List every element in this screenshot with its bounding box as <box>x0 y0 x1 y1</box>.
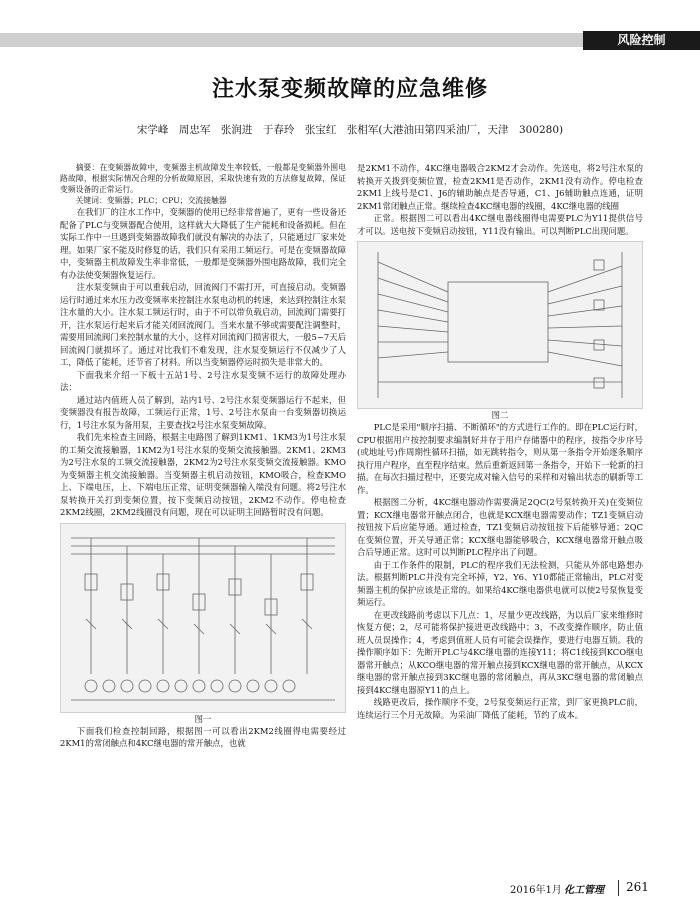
figure-2-drawing <box>358 242 642 408</box>
figure-2-caption: 图二 <box>491 410 509 420</box>
footer-divider <box>618 880 619 896</box>
paragraph: 是2KM1不动作，4KC继电器吸合2KM2才会动作。先送电，将2号注水泵的转换开关拨到变频位置，检查2KM1是否动作，2KM1没有动作。停电检查2KM1上线号是C1、J6的辅助触点是否导通，C1、J6辅助触点连通，证明2KM1常闭触点正常。继续检查4KC继电器的线圈，4KC继电器的线圈 <box>357 163 643 211</box>
paragraph: 通过站内值班人员了解到，站内1号、2号注水泵变频器运行不起来，但变频器没有报告故障，工频运行正常，1号、2号注水泵由一台变频器切换运行，1号注水泵为备用泵，主要查找2号注水泵变频故障。 <box>60 394 346 430</box>
issue-date: 2016年1月 <box>510 885 562 896</box>
keywords: 关键词：变频器；PLC；CPU；交流接触器 <box>75 196 227 205</box>
paragraph: 正常。根据图二可以看出4KC继电器线圈得电需要PLC为Y11提供信号才可以。送电按下变频启动按钮，Y11没有输出。可以判断PLC出现问题。 <box>357 213 643 236</box>
paragraph: 在我们厂的注水工作中，变频器的使用已经非常普遍了，更有一些设备还配备了PLC与变频器配合使用，这样就大大降低了生产能耗和设备损耗。但在实际工作中一旦遇到变频器故障我们就没有解决的办法了，只能通过厂家来处理。如果厂家不能及时修复的话，我们只有采用工频运行。可是在变频器故障中，变频器主机故障发生率非常低，一般都是变频器外围电路故障，我们完全有办法使变频器恢复运行。 <box>60 207 346 280</box>
paragraph: 线路更改后，操作顺序不变，2号泵变频运行正常，到厂家更换PLC前，连续运行三个月无故障。为采油厂降低了能耗，节约了成本。 <box>357 697 643 720</box>
paragraph: 根据图二分析，4KC继电器动作需要满足2QC(2号泵转换开关)在变频位置；KCX继电器常开触点闭合，也就是KCX继电器需要动作；TZ1变频启动按钮按下后应能导通。通过检查，TZ1变频启动按钮按下后能够导通；2QC在变频位置，开关导通正常；KCX继电器能够吸合，KCX继电器常开触点吸合后导通正常。这时可以判断PLC程序出了问题。 <box>357 497 643 557</box>
figure-1-drawing <box>61 524 345 712</box>
figure-1-circuit-diagram <box>60 523 346 713</box>
paragraph: PLC是采用"顺序扫描、不断循环"的方式进行工作的。即在PLC运行时，CPU根据用户按控制要求编制好并存于用户存储器中的程序，按指令步序号(或地址号)作周期性循环扫描，如无跳转指令，则从第一条指令开始逐条顺序执行用户程序，直至程序结束。然后重新返回第一条指令，开始下一轮新的扫描。在每次扫描过程中，还要完成对输入信号的采样和对输出状态的刷新等工作。 <box>357 422 643 495</box>
section-tag: 风险控制 <box>583 31 700 50</box>
paragraph: 注水泵变频由于可以重载启动，回流阀门不需打开，可直接启动。变频器运行时通过来水压力改变频率来控制注水泵电动机的转速，来达到控制注水泵注水量的大小。注水泵工频运行时，由于不可以带负载启动，回流阀门需要打开，注水泵运行起来后才能关闭回流阀门。当来水量不够或需要配注调整时，需要用回流阀门来控制水量的大小，这样对回流阀门损害很大，一般5~7天后回流阀门就损坏了。通过对比我们不难发现，注水泵变频运行不仅减少了人工，降低了能耗，还节省了材料。所以当变频器停运时损失是非常大的。 <box>60 282 346 367</box>
figure-2-plc-diagram <box>357 241 643 409</box>
figure-1-caption: 图一 <box>194 713 212 724</box>
paragraph: 由于工作条件的限制，PLC的程序我们无法检测，只能从外部电路想办法。根据判断PLC并没有完全坏掉，Y2、Y6、Y10都能正常输出，PLC对变频器主机的保护应该是正常的。如果给4KC继电器供电就可以使2号泵恢复变频运行。 <box>357 559 643 607</box>
article-authors: 宋学峰 周忠军 张润进 于春玲 张宝红 张相军(大港油田第四采油厂，天津 300280) <box>136 124 564 136</box>
paragraph: 下面我们检查控制回路，根据图一可以看出2KM2线圈得电需要经过2KM1的常闭触点和4KC继电器的常开触点，也就 <box>60 725 346 748</box>
paragraph: 下面我来介绍一下板十五站1号、2号注水泵变频不运行的故障处理办法： <box>60 369 346 392</box>
paragraph: 在更改线路前考虑以下几点：1，尽量少更改线路，为以后厂家来维修时恢复方便；2，尽可能将保护接进更改线路中；3，不改变操作顺序，防止值班人员误操作；4，考虑到值班人员有可能会误操作，要进行电器互锁。我的操作顺序如下：先断开PLC与4KC继电器的连接Y11；将C1线接到KCO继电器常开触点；从KCO继电器的常开触点接到KCX继电器的常开触点，从KCX继电器的常开触点接到3KC继电器的常闭触点，再从3KC继电器的常闭触点接到4KC继电器原Y11的点上。 <box>357 609 643 695</box>
right-column <box>357 162 643 721</box>
page-footer <box>450 880 700 896</box>
abstract: 摘要：在变频器故障中，变频器主机故障发生率较低，一般都是变频器外围电路故障，根据实际情况合理的分析故障原因，采取快速有效的方法修复故障，保证变频设备的正常运行。 <box>60 163 346 194</box>
left-column <box>60 162 346 750</box>
page-number: 261 <box>626 880 649 894</box>
journal-name: 化工管理 <box>564 885 604 896</box>
article-title: 注水泵变频故障的应急维修 <box>211 77 488 102</box>
paragraph: 我们先来检查主回路，根据主电路图了解到1KM1、1KM3为1号注水泵的工频交流接触器，1KM2为1号注水泵的变频交流接触器。2KM1、2KM3为2号注水泵的工频交流接触器，2KM2为2号注水泵变频交流接触器。KMO为变频器主机交流接触器。当变频器主机启动按钮，KMO吸合，检查KMO上、下端电压，上、下端电压正常，证明变频器输入端没有问题。将2号注水泵转换开关打到变频位置，按下变频启动按钮，2KM2不动作。停电检查2KM2线圈，2KM2线圈没有问题，现在可以证明主回路暂时没有问题。 <box>60 432 346 517</box>
